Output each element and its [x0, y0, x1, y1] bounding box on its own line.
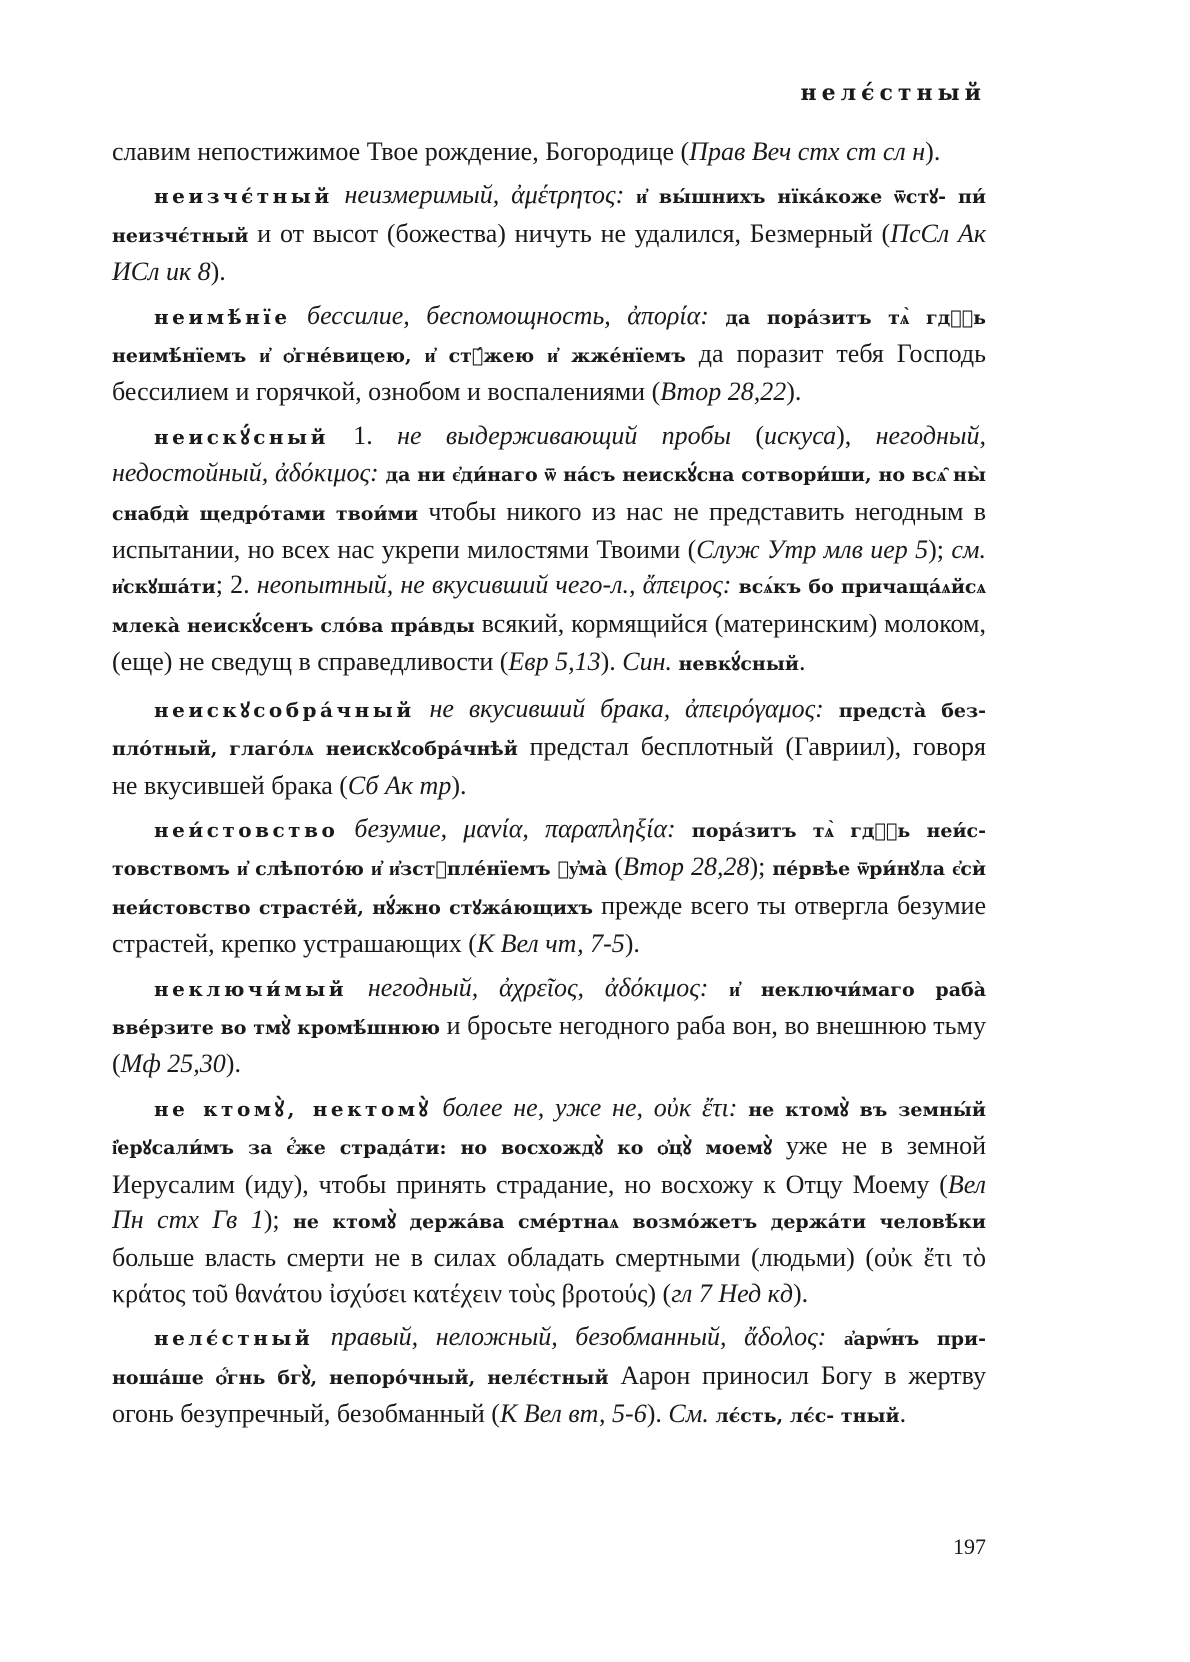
italic-text: не выдерживающий пробы: [397, 420, 731, 450]
text: [709, 301, 725, 330]
italic-text: бессилие, беспомощность, ἀπορία:: [307, 300, 709, 330]
italic-text: гл 7 Нед кд: [671, 1278, 793, 1308]
headword: неизчє́тный: [154, 184, 333, 209]
church-slavonic-text: лє́сть, лє́с- тный: [715, 1405, 900, 1427]
text: [415, 694, 430, 723]
text: ).: [225, 1049, 241, 1079]
text: [824, 694, 839, 723]
text: [432, 1093, 443, 1122]
church-slavonic-text: да пора́зитъ тѧ̀ гдⷭ҇ь неимѣ́нїемъ и҆ ѻ҆гне́вицею, и҆ стꙋ́жею и҆ жже́нїемъ: [112, 306, 986, 368]
italic-text: Служ Утр млв иер 5: [696, 535, 929, 565]
italic-text: неопытный, не вкусивший чего-л., ἄπειρος:: [256, 570, 732, 600]
church-slavonic-text: да ни є҆ди́наго ѿ на́съ неискꙋ́сна сотвори́ши, но всѧ̑ ны̀ снабдѝ щедро́тами твои́ми: [112, 464, 986, 525]
italic-text: Прав Веч стх ст сл н: [689, 137, 926, 166]
text: .: [899, 1399, 907, 1428]
entry-continuation: [112, 134, 986, 169]
church-slavonic-text: не ктомꙋ̀ держа́ва сме́ртнаѧ возмо́жетъ держа́ти человѣ́ки: [292, 1210, 986, 1233]
text: ).: [646, 1399, 669, 1428]
text: Аарон приносил Богу в жертву огонь безупречный, безобманный (: [112, 1360, 986, 1428]
text: ; 2.: [215, 570, 257, 600]
text: ).: [451, 770, 467, 800]
headword: нелє́стный: [154, 1326, 314, 1351]
italic-text: негодный, ἀχρεῖος, ἀδόκιμος:: [367, 972, 709, 1002]
text: славим непостижимое Твое рождение, Богородице (: [112, 137, 690, 166]
text: да поразит тебя Господь бессилием и горячкой, ознобом и воспалениями (: [112, 339, 986, 407]
text: [708, 973, 729, 1002]
text: [338, 814, 354, 843]
church-slavonic-text: и҆скꙋша́ти: [112, 576, 216, 599]
text: ).: [600, 647, 623, 677]
text: ).: [624, 929, 640, 959]
text: 1.: [328, 420, 398, 450]
text: чтобы никого из нас не представить негодным в испытании, но всех нас укрепи милостями Твоими (: [112, 496, 986, 565]
italic-text: искуса: [763, 420, 837, 450]
text: [731, 570, 738, 599]
text: [347, 973, 368, 1002]
text: и бросьте негодного раба вон, во внешнюю тьму (: [112, 1010, 986, 1079]
italic-text: ПсСл Ак ИСл ик 8: [112, 218, 986, 287]
text: [291, 301, 307, 330]
text: и от высот (божества) ничуть не удалился, Безмерный (: [248, 218, 891, 248]
italic-text: Мф 25,30: [120, 1049, 226, 1079]
text: [313, 1322, 331, 1351]
italic-text: безумие, μανία, παραπληξία:: [354, 813, 676, 843]
text: предстал бесплотный (Гавриил), говоря не вкусившей брака (: [112, 732, 986, 800]
text: [826, 1322, 844, 1351]
dictionary-entry: [112, 1090, 986, 1311]
church-slavonic-text: пора́зитъ тѧ̀ гдⷭ҇ь неи́с- товствомъ и҆ слѣпото́ю и҆ и҆зстꙋпле́нїемъ ᲂу҆ма̀: [112, 819, 987, 881]
text: );: [263, 1204, 293, 1234]
italic-text: неизмеримый, ἀμέτρητος:: [344, 180, 625, 210]
italic-text: Евр 5,13: [508, 647, 601, 677]
italic-text: более не, уже не, οὐκ ἔτι:: [442, 1092, 738, 1122]
church-slavonic-text: и҆ неключи́маго раба̀ вве́рзите во тмꙋ̀ кромѣ́шнюю: [112, 978, 987, 1039]
dictionary-entry: [112, 811, 986, 962]
church-slavonic-text: невкꙋ́сный: [678, 653, 799, 676]
italic-text: Сб Ак тр: [347, 770, 452, 800]
dictionary-entry: [112, 970, 986, 1082]
church-slavonic-text: а҆арѡ́нъ при- ноша́ше ѻ҆́гнь бгꙋ̀, непоро́чный, нелє́стный: [112, 1328, 987, 1389]
church-slavonic-text: пе́рвѣе ѿри́нꙋла є҆сѝ неи́стовство страсте́й, нꙋ́жно стꙋжа́ющихъ: [112, 858, 986, 919]
italic-text: См.: [668, 1399, 709, 1428]
text: );: [749, 852, 773, 882]
headword: неключи́мый: [154, 976, 348, 1001]
italic-text: Вел Пн стх Гв 1: [112, 1169, 986, 1234]
text: ).: [210, 257, 226, 287]
italic-text: см.: [951, 535, 986, 565]
dictionary-page: [112, 0, 986, 1662]
church-slavonic-text: всѧ́къ бо причаща́ѧйсѧ млека̀ неискꙋ́сенъ сло́ва пра́вды: [112, 576, 987, 637]
headword: не ктомꙋ̀, нектомꙋ̀: [154, 1096, 432, 1121]
italic-text: К Вел чт, 7-5: [476, 929, 625, 959]
text: (: [607, 852, 623, 882]
text: уже не в земной Иерусалим (иду), чтобы принять страдание, но восхожу к Отцу Моему (: [112, 1131, 986, 1199]
text: [333, 180, 345, 209]
headword: неискꙋ́сный: [154, 424, 329, 449]
italic-text: не вкусивший брака, ἀπειρόγαμος:: [429, 693, 824, 723]
page-number: 197: [953, 1534, 986, 1559]
church-slavonic-text: не ктомꙋ̀ въ земны́й і҆ерꙋсали́мъ за є҆́же страда́ти: но восхождꙋ̀ ко ѻ҆цꙋ̀ моемꙋ̀: [112, 1098, 987, 1160]
text: ).: [925, 137, 941, 166]
text: [737, 1093, 748, 1122]
italic-text: Втор 28,28: [623, 852, 750, 882]
running-head: нелє́стный: [800, 80, 986, 106]
italic-text: К Вел вт, 5-6: [499, 1399, 647, 1428]
italic-text: негодный, недостойный, ἀδόκιμος:: [112, 420, 986, 488]
text: ),: [836, 420, 876, 450]
entries-container: [112, 134, 986, 1442]
text: всякий, кормящийся (материнским) молоком, (еще) не сведущ в справедливости (: [112, 608, 986, 677]
dictionary-entry: [112, 1319, 986, 1434]
text: ).: [786, 377, 802, 407]
text: (: [731, 420, 764, 450]
dictionary-entry: [112, 691, 986, 803]
dictionary-entry: [112, 298, 986, 410]
text: больше власть смерти не в силах обладать смертными (людьми) (οὐκ ἔτι τὸ κράτος τοῦ θανάτου ἰσχύσει κατέχειν τοὺς βροτούς) (: [112, 1243, 986, 1308]
italic-text: правый, неложный, безобманный, ἄδολος:: [330, 1322, 827, 1352]
text: [676, 814, 692, 843]
text: );: [928, 535, 952, 565]
italic-text: Втор 28,22: [660, 377, 787, 407]
text: [624, 180, 636, 209]
text: ).: [793, 1278, 809, 1308]
church-slavonic-text: предста̀ без- пло́тный, глаго́лѧ неискꙋсобра́чнѣй: [112, 699, 987, 761]
headword: неискꙋсобра́чный: [154, 697, 415, 722]
headword: неимѣ́нїе: [154, 304, 291, 329]
headword: неи́стовство: [154, 817, 339, 842]
dictionary-entry: [112, 177, 986, 289]
dictionary-entry: [112, 418, 986, 683]
italic-text: Син.: [622, 647, 673, 677]
text: прежде всего ты отвергла безумие страстей, крепко устрашающих (: [112, 890, 986, 959]
church-slavonic-text: и҆ вы́шнихъ нїка́коже ѿстꙋ- пи́ неизчє́тный: [112, 186, 986, 247]
text: .: [798, 647, 806, 677]
